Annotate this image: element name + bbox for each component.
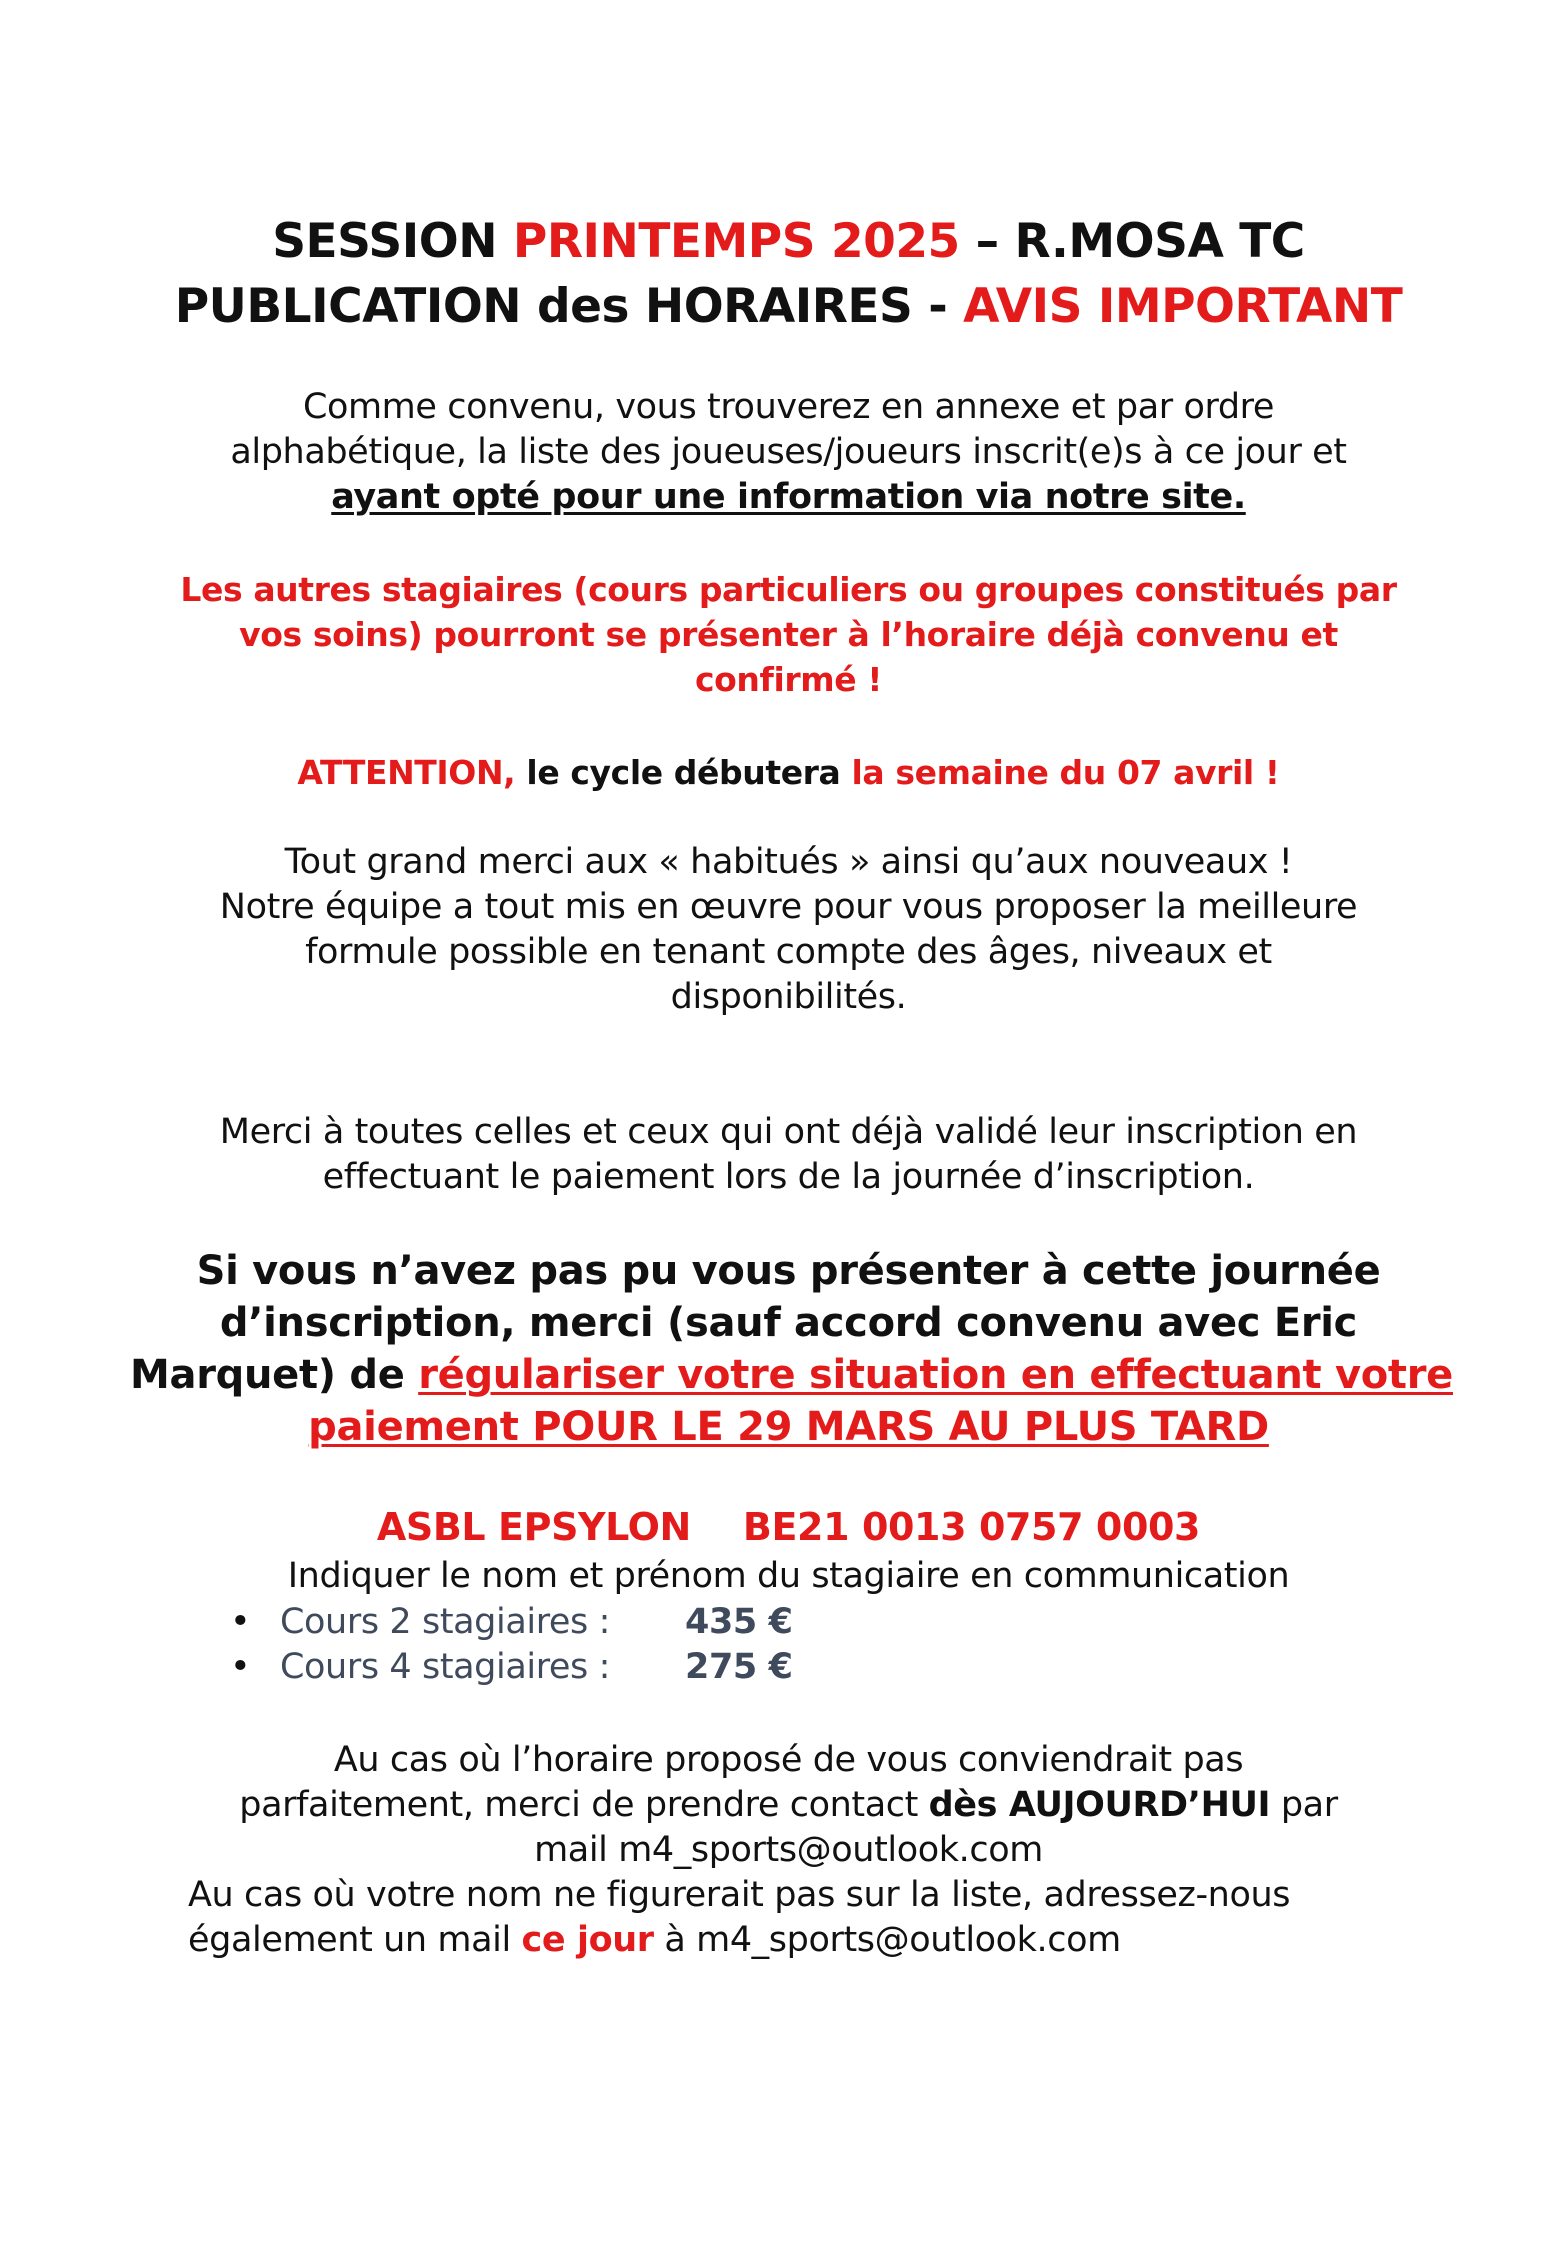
thanks-line-3: formule possible en tenant compte des âges, niveaux et — [305, 932, 1272, 972]
merci-line-2: effectuant le paiement lors de la journée d’inscription. — [322, 1157, 1255, 1197]
iban-number: BE21 0013 0757 0003 — [742, 1505, 1201, 1549]
not-listed-line-2-suffix: à m4_sports@outlook.com — [653, 1920, 1121, 1960]
others-line-2: vos soins) pourront se présenter à l’horaire déjà convenu et — [239, 615, 1338, 654]
thanks-line-1: Tout grand merci aux « habitués » ainsi qu’aux nouveaux ! — [284, 842, 1293, 882]
not-listed-line-2-prefix: également un mail — [188, 1920, 522, 1960]
bullet-icon: • — [230, 1602, 251, 1642]
title-season-text: PRINTEMPS 2025 — [512, 214, 960, 269]
contact-line-2-suffix: par — [1270, 1785, 1338, 1825]
beneficiary-name: ASBL EPSYLON — [376, 1505, 691, 1549]
attention-label: ATTENTION, — [297, 753, 516, 792]
thanks-line-4: disponibilités. — [670, 977, 907, 1017]
title-club-text: – R.MOSA TC — [959, 214, 1305, 269]
contact-line-3: mail m4_sports@outlook.com — [534, 1830, 1043, 1870]
title-session-text: SESSION — [272, 214, 513, 269]
attention-end: ! — [1253, 753, 1280, 792]
merci-line-1: Merci à toutes celles et ceux qui ont déjà validé leur inscription en — [219, 1112, 1358, 1152]
contact-paragraph — [130, 1738, 1447, 1873]
not-listed-paragraph — [188, 1873, 1290, 1963]
price-value: 435 € — [685, 1602, 793, 1642]
intro-line-1: Comme convenu, vous trouverez en annexe et par ordre — [302, 387, 1275, 427]
title-important-text: AVIS IMPORTANT — [963, 279, 1403, 334]
warning-line-1: Si vous n’avez pas pu vous présenter à cette journée — [196, 1248, 1381, 1294]
others-line-1: Les autres stagiaires (cours particuliers ou groupes constitués par — [180, 570, 1397, 609]
attention-paragraph — [130, 750, 1447, 795]
intro-line-2: alphabétique, la liste des joueuses/joueurs inscrit(e)s à ce jour et — [230, 432, 1347, 472]
bullet-icon: • — [230, 1647, 251, 1687]
attention-middle: le cycle débutera — [515, 753, 852, 792]
title-publication-text: PUBLICATION des HORAIRES - — [174, 279, 964, 334]
payment-instruction — [130, 1554, 1447, 1599]
instruction-text: Indiquer le nom et prénom du stagiaire en communication — [287, 1556, 1290, 1596]
title-line-1 — [130, 210, 1447, 274]
bank-details — [130, 1502, 1447, 1552]
attention-date: la semaine du 07 avril — [851, 753, 1254, 792]
price-label: Cours 4 stagiaires : — [280, 1647, 611, 1687]
warning-line-3-highlight: régulariser votre situation en effectuant votre — [418, 1352, 1454, 1398]
contact-line-2-prefix: parfaitement, merci de prendre contact — [239, 1785, 929, 1825]
thanks-line-2: Notre équipe a tout mis en œuvre pour vous proposer la meilleure — [219, 887, 1358, 927]
warning-line-2: d’inscription, merci (sauf accord convenu avec Eric — [219, 1300, 1358, 1346]
warning-line-3-prefix: Marquet) de — [130, 1352, 419, 1398]
others-line-3: confirmé ! — [695, 660, 882, 699]
not-listed-line-1: Au cas où votre nom ne figurerait pas sur la liste, adressez-nous — [188, 1875, 1291, 1915]
intro-paragraph — [130, 385, 1447, 520]
other-trainees-paragraph — [130, 567, 1447, 702]
intro-line-3: ayant opté pour une information via notre site. — [331, 477, 1246, 517]
warning-line-4-highlight: paiement POUR LE 29 MARS AU PLUS TARD — [308, 1404, 1269, 1450]
contact-line-1: Au cas où l’horaire proposé de vous conviendrait pas — [333, 1740, 1244, 1780]
not-listed-highlight: ce jour — [521, 1920, 654, 1960]
title-line-2 — [130, 275, 1447, 339]
thanks-paragraph — [130, 840, 1447, 1020]
merci-paragraph — [130, 1110, 1447, 1200]
contact-line-2-bold: dès AUJOURD’HUI — [928, 1785, 1271, 1825]
price-label: Cours 2 stagiaires : — [280, 1602, 611, 1642]
price-value: 275 € — [685, 1647, 793, 1687]
payment-warning-paragraph — [130, 1245, 1454, 1453]
